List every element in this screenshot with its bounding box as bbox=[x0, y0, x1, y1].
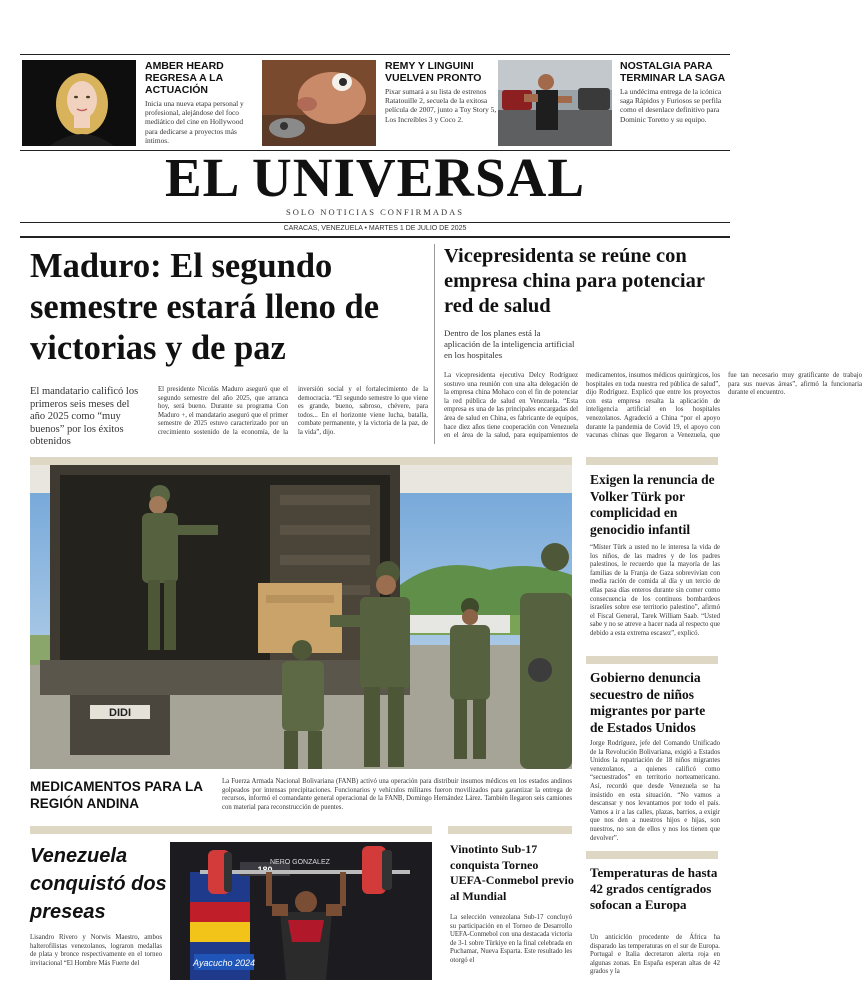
migrantes-body: Jorge Rodríguez, jefe del Comando Unificado de la Revolución Bolivariana, exigió a Estados Unidos la repatriación de 18 niños migrantes venezolanos, a quienes calificó como “secuestrados” en territorio norteamericano. Así, recordó que desde Venezuela se ha insistido en esta situación. “No vamos a descansar y nos levantamos por todo el país. Vamos a ir a las calles, plazas, barrios, a exigir que nos den a nuestros hijos e hijas, son nuestros, no son de ellos y nos los tienen que devolver”. bbox=[590, 740, 720, 842]
fanb-truck-photo bbox=[30, 465, 572, 769]
top-rule bbox=[20, 54, 730, 55]
temperaturas-headline[interactable]: Temperaturas de hasta 42 grados centígrados sofocan a Europa bbox=[590, 865, 718, 912]
teaser-2-photo[interactable] bbox=[262, 60, 376, 146]
lead-divider bbox=[434, 244, 435, 444]
masthead-slogan: SOLO NOTICIAS CONFIRMADAS bbox=[286, 207, 464, 217]
teaser-1[interactable] bbox=[145, 60, 257, 145]
temperaturas-body: Un anticiclón procedente de África ha disparado las temperaturas en el sur de Europa. Portugal e Italia decretaron alerta roja en algunas zonas. En España esperan altas de 42 grados y la bbox=[590, 934, 720, 976]
remy-ratatouille-image bbox=[262, 60, 376, 146]
turk-headline[interactable]: Exigen la renuncia de Volker Türk por complicidad en genocidio infantil bbox=[590, 472, 715, 537]
photo-caption-title[interactable]: MEDICAMENTOS PARA LA REGIÓN ANDINA bbox=[30, 779, 203, 811]
teaser-1-text: Inicia una nueva etapa personal y profesional, alejándose del foco mediático del cine en Hollywood para dedicarse a proyectos más íntimos. bbox=[145, 99, 244, 145]
vinotinto-headline[interactable]: Vinotinto Sub-17 conquista Torneo UEFA-Conmebol previo al Mundial bbox=[450, 842, 574, 903]
turk-body: “Míster Türk a usted no le interesa la vida de los niños, de las madres y de los padres palestinos, le recuerdo que la mayoría de las familias de la Franja de Gaza sobrevivían con media ración de comida al día y un tercio de ellas pasa días enteros durante sin comer como consecuencia de los continuos bombardeos israelíes sobre ese territorio palestino”, afirmó el Fiscal General, Tarek William Saab. “Usted sabe y no se atreve a hacer nada al respecto que debido a esta extrema escasez”, explicó. bbox=[590, 544, 720, 637]
lead-body: El presidente Nicolás Maduro aseguró que el segundo semestre del año 2025, que arranca hoy, será bueno. Durante su programa Con Maduro +, el mandatario aseguró que el primer semestre de 2025 estuvo caracterizado por un crecimiento sostenido de la economía, de la inversión social y el fortalecimiento de la democracia. “El segundo semestre lo que viene es grande, bueno, sabroso, chévere, para todos... En el horizonte viene lucha, batalla, combate permanente, y la victoria de la paz, de la vida”, dijo. bbox=[158, 386, 428, 436]
teaser-3-title[interactable]: NOSTALGIA PARA TERMINAR LA SAGA bbox=[620, 60, 726, 84]
vice-headline[interactable]: Vicepresidenta se reúne con empresa china para potenciar red de salud bbox=[444, 245, 705, 317]
preseas-body: Lisandro Rivero y Norwis Maestro, ambos halterofilistas venezolanos, lograron medallas de plata y bronce respectivamente en el torneo invitacional “El Hombre Más Fuerte del bbox=[30, 934, 162, 967]
teaser-3-text: La undécima entrega de la icónica saga Rápidos y Furiosos se perfila como el desenlace definitivo para Dominic Toretto y su equipo. bbox=[620, 87, 722, 124]
teaser-2-title[interactable]: REMY Y LINGUINI VUELVEN PRONTO bbox=[385, 60, 482, 84]
migrantes-headline[interactable]: Gobierno denuncia secuestro de niños migrantes por parte de Estados Unidos bbox=[590, 670, 706, 735]
lifter-name: NERO GONZALEZ bbox=[270, 859, 330, 866]
masthead-rule-bottom bbox=[20, 236, 730, 238]
lead-deck: El mandatario calificó los primeros seis meses del año 2025 como “muy buenos” por los éxitos obtenidos bbox=[30, 386, 139, 447]
truck-label: DIDI bbox=[109, 707, 131, 719]
weightlifting-photo[interactable] bbox=[170, 842, 432, 980]
preseas-headline[interactable]: Venezuela conquistó dos preseas bbox=[30, 845, 167, 923]
lead-headline[interactable]: Maduro: El segundo semestre estará lleno de victorias y de paz bbox=[30, 247, 380, 367]
vice-body: La vicepresidenta ejecutiva Delcy Rodríguez sostuvo una reunión con una alta delegación de la empresa china Mohaco con el fin de potenciar la red pública de salud en Venezuela. “Esta empresa es una de las principales encargadas del área de salud en China, es fabricante de equipos, hace diez años tiene cooperación con Venezuela en el área de la salud, para equipamientos de medicamentos, insumos médicos quirúrgicos, los hospitales en toda nuestra red pública de salud”, dijo Rodríguez. Explicó que entre los proyectos con esta empresa resalta la aplicación de inteligencia artificial en los hospitales venezolanos. Agradeció a China “por el apoyo durante la pandemia de Covid 19, el apoyo con vacunas chinas que llegaron a Venezuela, que fue tan necesario muy gratificante de trabajo para sus nuevas áreas”, afirmó la funcionaria durante el encuentro. bbox=[444, 372, 862, 440]
teaser-3-photo[interactable] bbox=[498, 60, 612, 146]
teaser-3[interactable] bbox=[620, 60, 732, 124]
main-photo[interactable] bbox=[30, 465, 572, 769]
teaser-2-text: Pixar sumará a su lista de estrenos Ratatouille 2, secuela de la exitosa película de 2007, junto a Toy Story 5, Los Increíbles 3 y Coco 2. bbox=[385, 87, 497, 124]
amber-heard-portrait bbox=[22, 60, 136, 146]
teaser-2[interactable] bbox=[385, 60, 497, 124]
masthead-title[interactable]: EL UNIVERSAL bbox=[164, 147, 586, 208]
teaser-1-title[interactable]: AMBER HEARD REGRESA A LA ACTUACIÓN bbox=[145, 60, 224, 96]
turk-band bbox=[586, 457, 718, 465]
photo-banner-text: Ayacucho 2024 bbox=[193, 958, 255, 968]
vice-deck: Dentro de los planes está la aplicación de la inteligencia artificial en los hospitales bbox=[444, 328, 575, 360]
temperaturas-band bbox=[586, 851, 718, 859]
masthead-rule-top bbox=[20, 222, 730, 223]
bottom-band-left bbox=[30, 826, 432, 834]
weightlifter-image bbox=[170, 842, 432, 980]
dateline: CARACAS, VENEZUELA • MARTES 1 DE JULIO DE 2025 bbox=[283, 225, 467, 232]
migrantes-band bbox=[586, 656, 718, 664]
fast-and-furious-image bbox=[498, 60, 612, 146]
photo-band bbox=[30, 457, 572, 465]
teaser-1-photo[interactable] bbox=[22, 60, 136, 146]
photo-caption-text: La Fuerza Armada Nacional Bolivariana (FANB) activó una operación para distribuir insumos médicos en los estados andinos golpeados por intensas precipitaciones. Funcionarios y vehículos militares fueron movilizados para garantizar la entrega de recursos, informó el comandante general operacional de la FANB, Domingo Hernández Lárez. También llegaron seis camiones con material para reconstrucción de puentes. bbox=[222, 778, 572, 811]
bottom-band-mid bbox=[448, 826, 572, 834]
vinotinto-body: La selección venezolana Sub-17 concluyó su participación en el Torneo de Desarrollo UEFA-Conmebol con una destacada victoria de 3-1 sobre Türkiye en la final celebrada en Puchamar, Nueva Esparta. Este resultado les otorgó el bbox=[450, 914, 572, 964]
